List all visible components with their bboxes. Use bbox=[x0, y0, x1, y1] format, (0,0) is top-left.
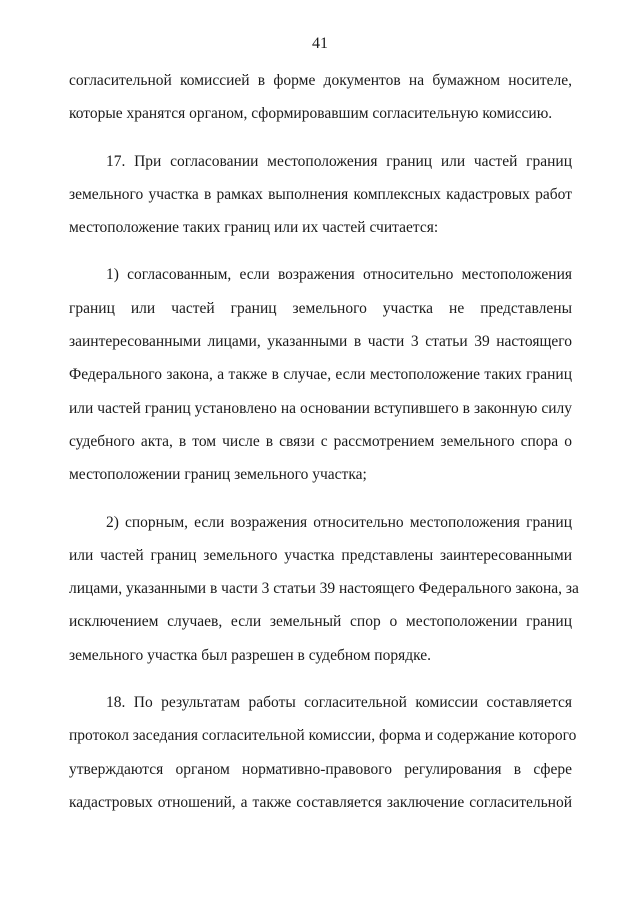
text-line: которые хранятся органом, сформировавшим согласительную комиссию. bbox=[69, 105, 553, 123]
text-line: судебного акта, в том числе в связи с рассмотрением земельного спора о bbox=[69, 432, 572, 450]
text-line: границ или частей границ земельного участка не представлены bbox=[69, 299, 572, 317]
text-line: местоположение таких границ или их частей считается: bbox=[69, 219, 439, 237]
paragraph bbox=[69, 506, 579, 672]
text-line: или частей границ установлено на основании вступившего в законную силу bbox=[69, 399, 572, 417]
text-line: утверждаются органом нормативно-правового регулирования в сфере bbox=[69, 760, 572, 778]
paragraph bbox=[69, 64, 572, 131]
text-line: исключением случаев, если земельный спор о местоположении границ bbox=[69, 613, 572, 631]
text-line: лицами, указанными в части 3 статьи 39 настоящего Федерального закона, за bbox=[69, 580, 579, 598]
text-line: согласительной комиссией в форме документов на бумажном носителе, bbox=[69, 72, 572, 89]
text-line: 2) спорным, если возражения относительно местоположения границ bbox=[106, 513, 572, 531]
paragraph bbox=[69, 145, 572, 245]
text-line: Федерального закона, а также в случае, если местоположение таких границ bbox=[69, 366, 572, 384]
text-line: 18. По результатам работы согласительной комиссии составляется bbox=[106, 694, 572, 712]
document-text bbox=[69, 64, 579, 819]
text-line: протокол заседания согласительной комиссии, форма и содержание которого bbox=[69, 727, 577, 745]
text-line: 17. При согласовании местоположения границ или частей границ bbox=[106, 152, 572, 170]
text-line: 1) согласованным, если возражения относительно местоположения bbox=[106, 266, 572, 284]
text-line: заинтересованными лицами, указанными в части 3 статьи 39 настоящего bbox=[69, 333, 572, 351]
text-line: местоположении границ земельного участка; bbox=[69, 466, 367, 484]
text-line: земельного участка в рамках выполнения комплексных кадастровых работ bbox=[69, 185, 572, 203]
text-line: земельного участка был разрешен в судебном порядке. bbox=[69, 646, 431, 664]
text-line: кадастровых отношений, а также составляется заключение согласительной bbox=[69, 793, 572, 811]
text-line: или частей границ земельного участка представлены заинтересованными bbox=[69, 546, 572, 564]
paragraph bbox=[69, 686, 577, 819]
paragraph bbox=[69, 258, 572, 491]
page-number: 41 bbox=[312, 35, 328, 52]
